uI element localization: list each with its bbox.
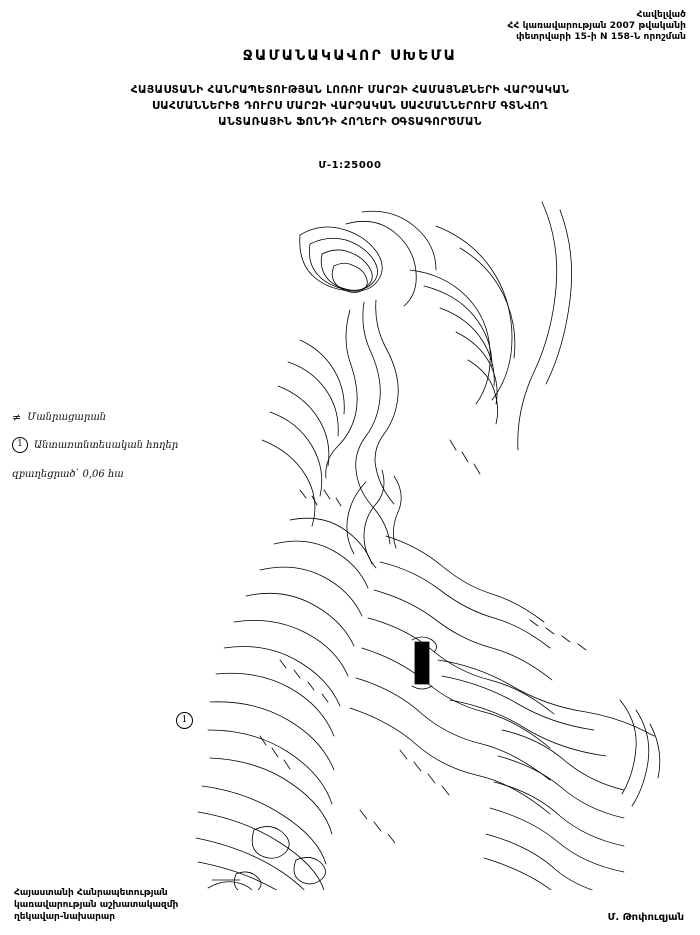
footer-line-2: կառավարության աշխատակազմի xyxy=(14,900,179,910)
reference-line-3: փետրվարի 15-ի N 158-Ն որոշման xyxy=(516,32,686,42)
map-drawing xyxy=(150,190,695,890)
footer-line-1: Հայաստանի Հանրապետության xyxy=(14,888,168,898)
legend-item-label: Մանրացարան xyxy=(27,412,107,423)
footer-signatory-name: Մ. Թոփուզյան xyxy=(607,912,684,923)
approval-reference-block xyxy=(508,10,686,43)
legend-area-note: զբաղեցրած՝ 0,06 հա xyxy=(12,469,124,480)
hatch-symbol-icon: ≠ xyxy=(12,411,22,424)
subtitle-line-1: ՀԱՅԱՍՏԱՆԻ ՀԱՆՐԱՊԵՏՈՒԹՅԱՆ ԼՈՌՈՒ ՄԱՐԶԻ ՀԱՄԱՅՆՔՆԵՐԻ ՎԱՐՉԱԿԱՆ xyxy=(130,84,570,96)
legend-item-label: Անտառտնտեսական հողեր xyxy=(34,439,179,451)
page-subtitle xyxy=(0,82,700,130)
footer-line-3: ղեկավար-նախարար xyxy=(14,912,116,922)
numbered-circle-icon: 1 xyxy=(12,437,28,453)
map-scale-label: Մ-1:25000 xyxy=(318,160,382,171)
map-site-marker: 1 xyxy=(176,712,193,729)
subtitle-line-2: ՍԱՀՄԱՆՆԵՐԻՑ ԴՈՒՐՍ ՄԱՐԶԻ ՎԱՐՉԱԿԱՆ ՍԱՀՄԱՆՆԵՐՈՒՄ ԳՏՆՎՈՂ xyxy=(152,100,548,112)
topographic-contour-map xyxy=(150,190,695,890)
subtitle-line-3: ԱՆՏԱՌԱՅԻՆ ՖՈՆԴԻ ՀՈՂԵՐԻ ՕԳՏԱԳՈՐԾՄԱՆ xyxy=(218,116,482,128)
reference-line-1: Հավելված xyxy=(636,10,686,20)
footer-signature-office xyxy=(14,887,178,923)
page-title: ՋԱՄԱՆԱԿԱՎՈՐ ՍԽԵՄԱ xyxy=(242,48,458,64)
reference-line-2: ՀՀ կառավարության 2007 թվականի xyxy=(507,21,686,31)
